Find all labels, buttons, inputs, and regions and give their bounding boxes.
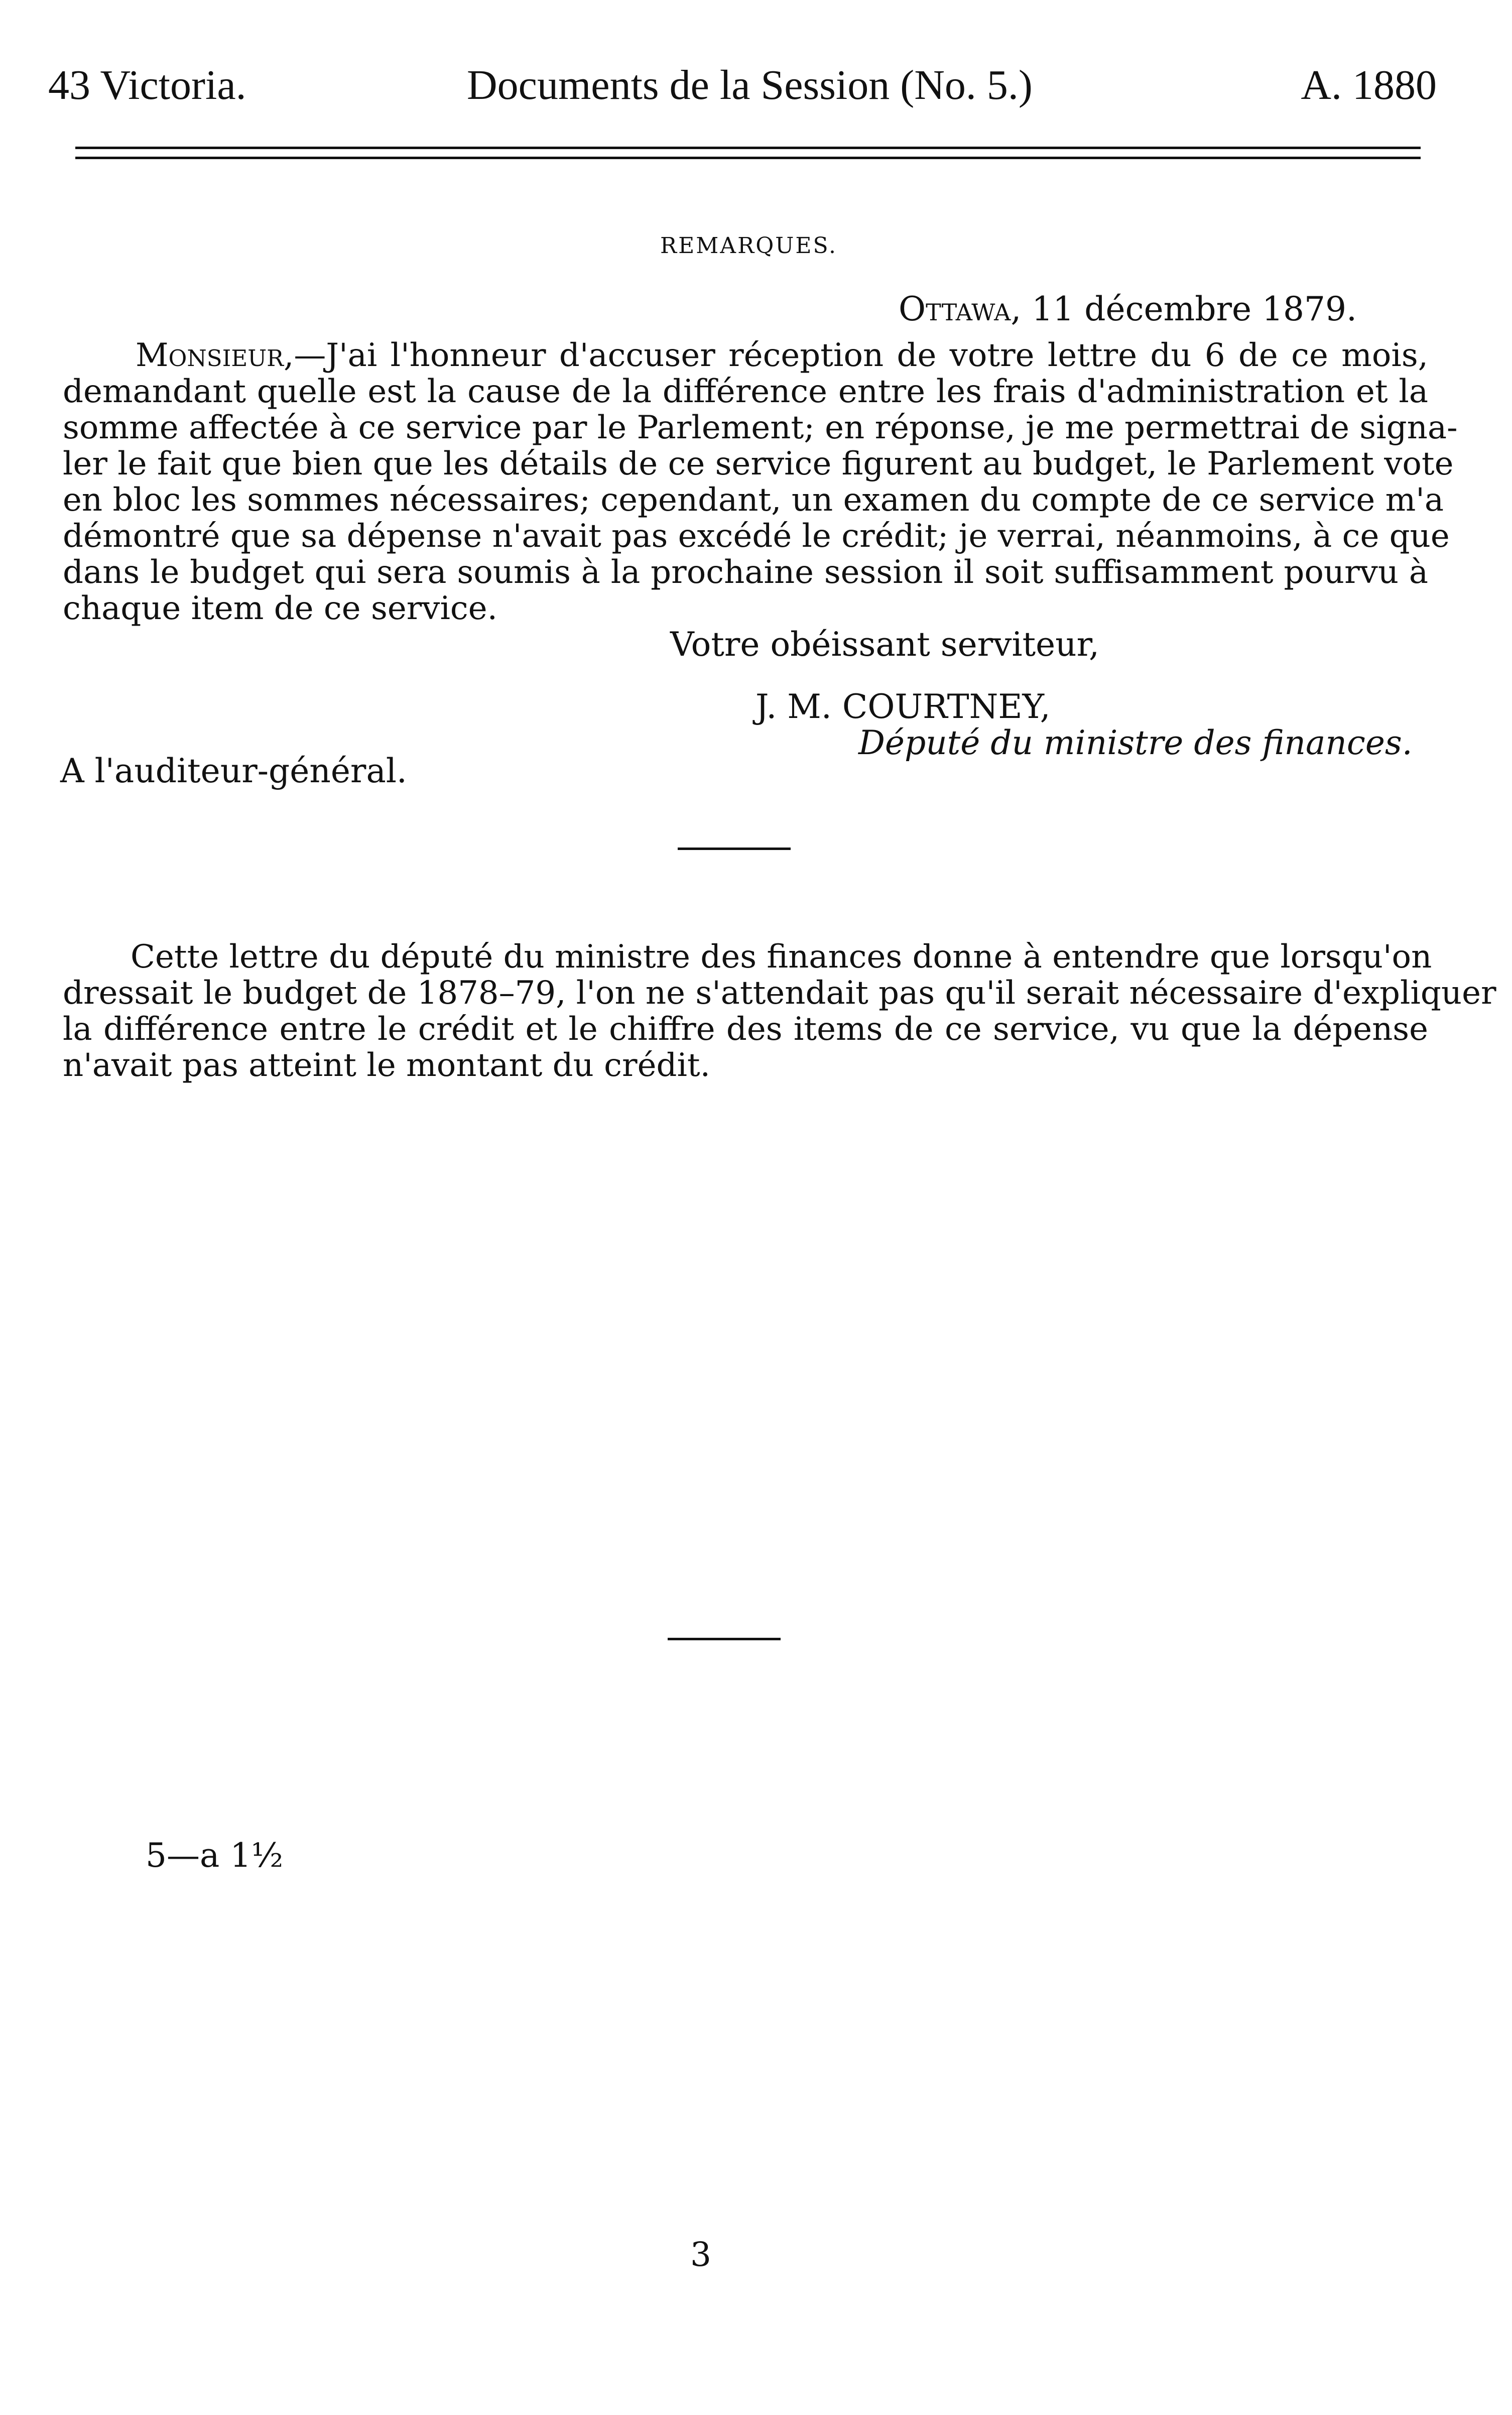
remark-line-2: dressait le budget de 1878–79, l'on ne s'attendait pas qu'il serait nécessaire d'expliquer [63, 975, 1496, 1012]
dateline [899, 291, 1357, 327]
letter-closing: Votre obéissant serviteur, [670, 625, 1099, 664]
separator-rule-lower [668, 1638, 781, 1640]
header-rule-bottom [75, 157, 1421, 159]
signature-mark: 5—a 1½ [146, 1836, 284, 1875]
letter-salutation: Monsieur, [136, 337, 294, 374]
running-head-title: Documents de la Session (No. 5.) [467, 62, 1033, 108]
remark-line-4: n'avait pas atteint le montant du crédit. [63, 1047, 710, 1084]
remark-line-3: la différence entre le crédit et le chiffre des items de ce service, vu que la dépense [63, 1011, 1428, 1048]
dateline-date: , 11 décembre 1879. [1011, 290, 1357, 328]
remark-line-1: Cette lettre du député du ministre des finances donne à entendre que lorsqu'on [131, 938, 1432, 976]
running-head-left: 43 Victoria. [48, 62, 246, 108]
letter-line-6: démontré que sa dépense n'avait pas excédé le crédit; je verrai, néanmoins, à ce que [63, 518, 1450, 555]
letter-line-1: Monsieur,—J'ai l'honneur d'accuser réception de votre lettre du 6 de ce mois, [136, 337, 1428, 374]
letter-line-7: dans le budget qui sera soumis à la prochaine session il soit suffisamment pourvu à [63, 554, 1428, 591]
letter-line-3: somme affectée à ce service par le Parlement; en réponse, je me permettrai de signa- [63, 409, 1458, 446]
letter-addressee: A l'auditeur-général. [60, 752, 407, 790]
letter-line-5: en bloc les sommes nécessaires; cependant, un examen du compte de ce service m'a [63, 481, 1444, 519]
section-caption: REMARQUES. [660, 233, 838, 259]
running-head-right: A. 1880 [1301, 62, 1437, 108]
signature-title: Député du ministre des finances. [858, 723, 1413, 762]
header-rule-top [75, 147, 1421, 149]
letter-line-8: chaque item de ce service. [63, 590, 497, 627]
page-number: 3 [690, 2235, 711, 2274]
separator-rule [678, 848, 791, 850]
letter-line-4: ler le fait que bien que les détails de ce service figurent au budget, le Parlement vote [63, 445, 1454, 482]
signature-name: J. M. COURTNEY, [755, 687, 1051, 726]
dateline-place: Ottawa [899, 290, 1011, 328]
letter-line-2: demandant quelle est la cause de la différence entre les frais d'administration et la [63, 373, 1428, 410]
